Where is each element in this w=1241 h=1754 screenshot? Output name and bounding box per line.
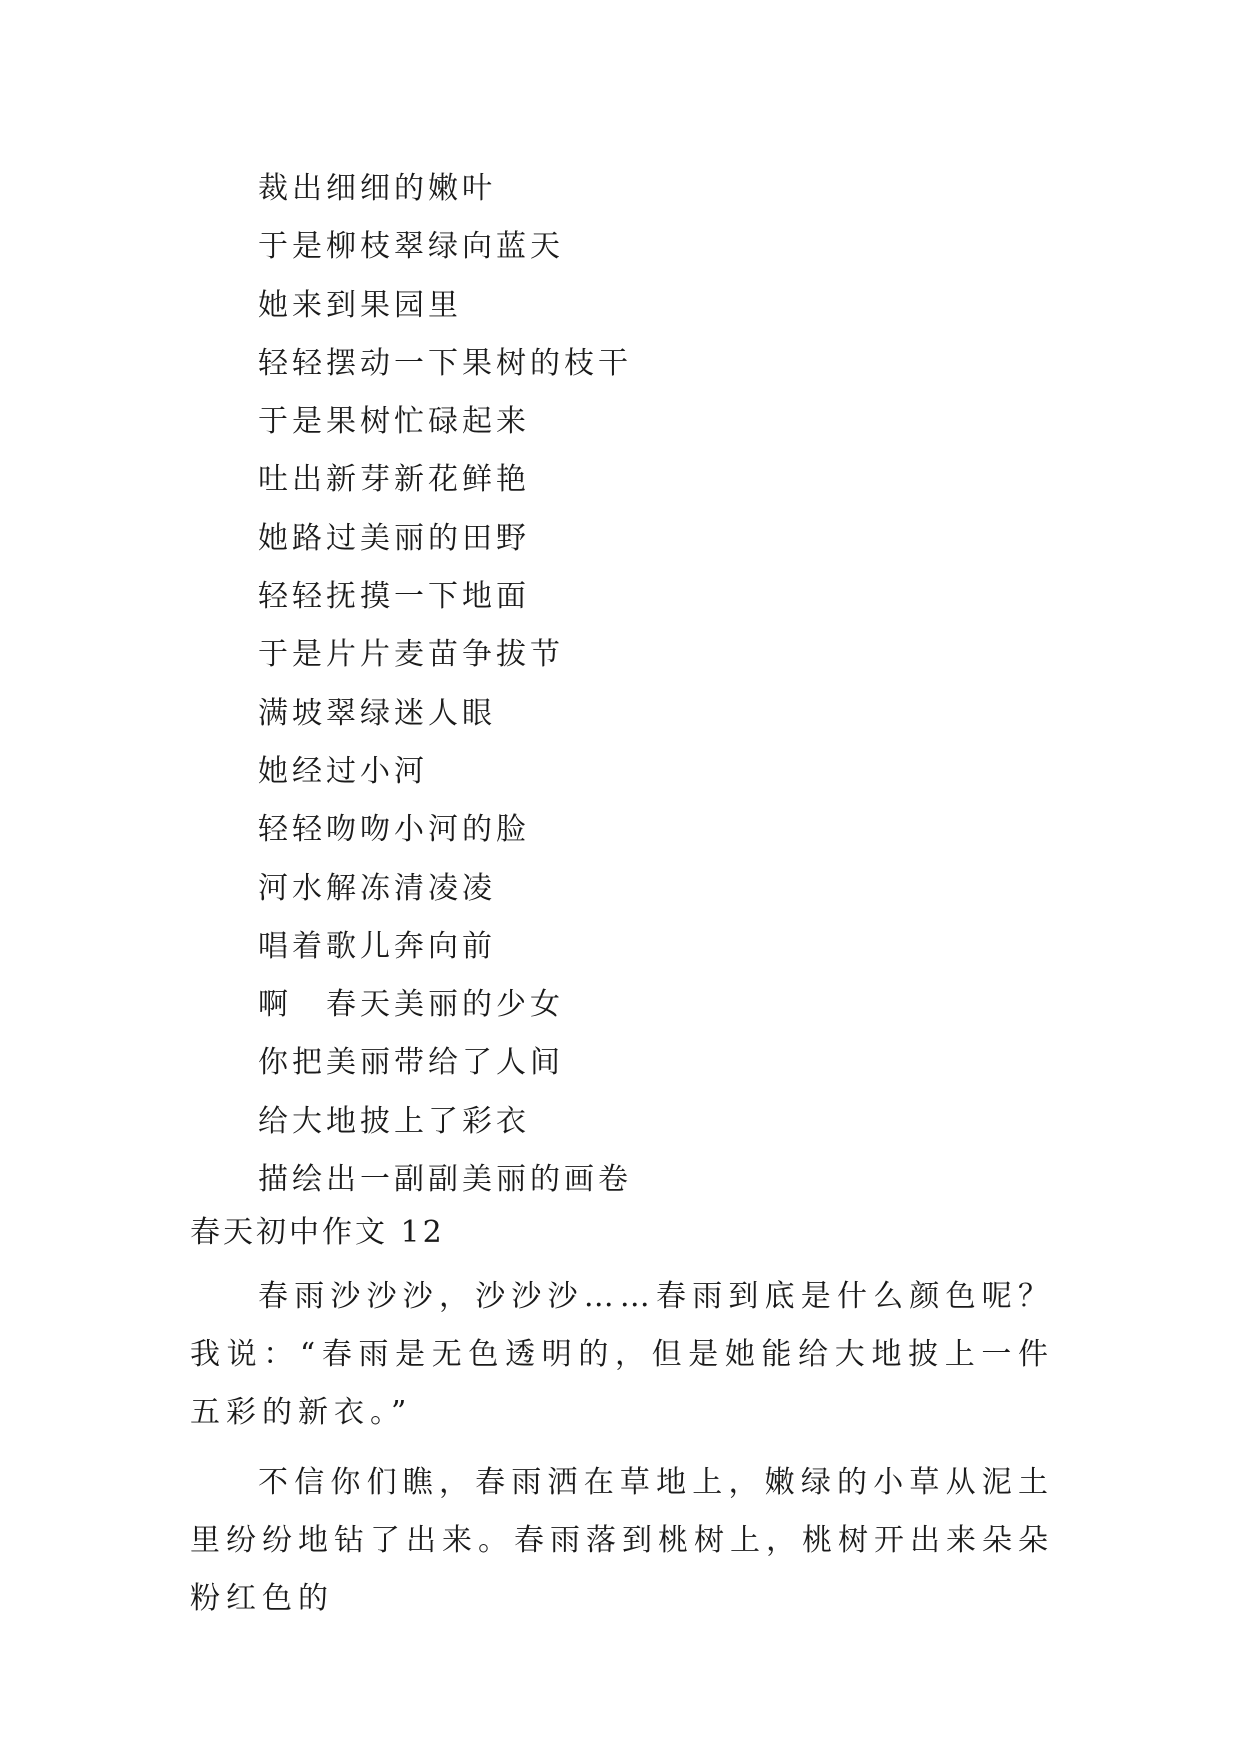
essay-paragraph: 不信你们瞧，春雨洒在草地上，嫩绿的小草从泥土里纷纷地钻了出来。春雨落到桃树上，桃树开出来朵朵粉红色的 bbox=[190, 1465, 1054, 1616]
poem-line: 啊 春天美丽的少女 bbox=[258, 987, 564, 1023]
poem-line: 于是果树忙碌起来 bbox=[258, 404, 530, 440]
poem-line: 给大地披上了彩衣 bbox=[258, 1103, 530, 1139]
poem-line: 你把美丽带给了人间 bbox=[258, 1045, 564, 1081]
poem-line: 唱着歌儿奔向前 bbox=[258, 928, 496, 964]
poem-line: 轻轻摆动一下果树的枝干 bbox=[258, 345, 632, 381]
poem-line: 于是片片麦苗争拔节 bbox=[258, 637, 564, 673]
poem-line: 吐出新芽新花鲜艳 bbox=[258, 462, 530, 498]
poem-line: 满坡翠绿迷人眼 bbox=[258, 695, 496, 731]
poem-line: 她来到果园里 bbox=[258, 287, 462, 323]
poem-line: 河水解冻清凌凌 bbox=[258, 870, 496, 906]
essay-body bbox=[190, 1268, 1054, 1628]
poem-line: 轻轻抚摸一下地面 bbox=[258, 579, 530, 615]
essay-title: 春天初中作文 12 bbox=[190, 1215, 445, 1250]
poem-line: 轻轻吻吻小河的脸 bbox=[258, 812, 530, 848]
poem-lines bbox=[258, 160, 632, 1209]
poem-line: 于是柳枝翠绿向蓝天 bbox=[258, 229, 564, 265]
poem-line: 裁出细细的嫩叶 bbox=[258, 171, 496, 206]
essay-paragraph: 春雨沙沙沙，沙沙沙……春雨到底是什么颜色呢？我说：“春雨是无色透明的，但是她能给大地披上一件五彩的新衣。” bbox=[190, 1279, 1054, 1430]
poem-line: 她经过小河 bbox=[258, 753, 428, 789]
poem-line: 描绘出一副副美丽的画卷 bbox=[258, 1162, 632, 1198]
poem-line: 她路过美丽的田野 bbox=[258, 520, 530, 556]
